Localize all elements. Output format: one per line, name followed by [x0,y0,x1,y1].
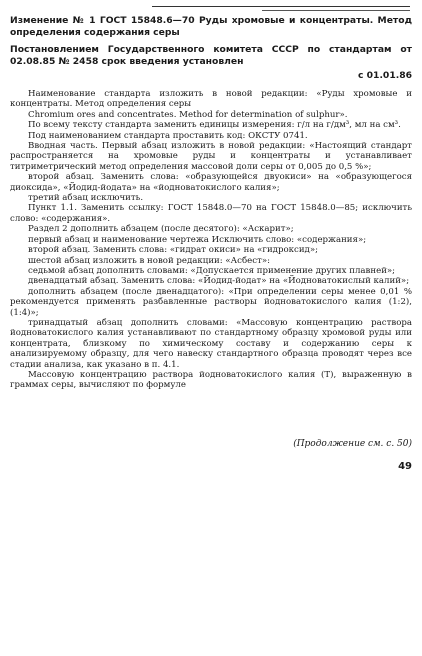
body-paragraph: двенадцатый абзац. Заменить слова: «Йодид-йодат» на «Йодноватокислый калий»; [28,276,410,287]
body-paragraph: Под наименованием стандарта проставить код: ОКСТУ 0741. [28,130,308,141]
body-paragraph: второй абзац. Заменить слова: «образующейся двуокиси» на «образующегося диоксида», «Йодид-йодата» на «йодноватокислого калия»; [10,172,412,193]
resolution-line: Постановлением Государственного комитета СССР по стандартам от 02.08.85 № 2458 срок введения установлен [10,44,412,67]
body-paragraph: первый абзац и наименование чертежа Исключить слово: «содержания»; [28,234,367,245]
body-paragraph: Массовую концентрацию раствора йодноватокислого калия (T), выраженную в граммах серы, вычисляют по формуле [10,369,412,391]
body-paragraph: Вводная часть. Первый абзац изложить в новой редакции: «Настоящий стандарт распространяется на хромовые руды и концентраты и устанавливает титриметрический метод определения массовой доли серы от 0,005 до 0,5 %»; [10,141,412,172]
body-paragraph: седьмой абзац дополнить словами: «Допускается применение других плавней»; [28,265,396,276]
body-paragraph: третий абзац исключить. [28,193,144,204]
amendment-body [10,89,412,391]
body-paragraph: Пункт 1.1. Заменить ссылку: ГОСТ 15848.0—70 на ГОСТ 15848.0—85; исключить слово: «содержания». [10,203,412,224]
top-rule-secondary [262,10,410,11]
body-paragraph: Chromium ores and concentrates. Method for determination of sulphur». [28,109,348,120]
amendment-title: Изменение № 1 ГОСТ 15848.6—70 Руды хромовые и концентраты. Метод определения содержания серы [10,15,412,38]
body-paragraph: второй абзац. Заменить слова: «гидрат окиси» на «гидроксид»; [28,245,318,256]
effective-date: с 01.01.86 [358,70,412,81]
top-rule [152,6,410,7]
page-number: 49 [398,461,412,472]
body-paragraph: тринадцатый абзац дополнить словами: «Массовую концентрацию раствора йодноватокислого калия устанавливают по стандартному образцу хромовой руды или концентрата, близкому по химическому составу и содержанию серы к анализируемому образцу, для чего навеску стандартного образца проводят через все стадии анализа, как указано в п. 4.1. [10,317,412,370]
body-paragraph: По всему тексту стандарта заменить единицы измерения: г/л на г/дм³, мл на см³. [28,120,401,131]
body-paragraph: шестой абзац изложить в новой редакции: «Асбест»: [28,255,270,266]
body-paragraph: Наименование стандарта изложить в новой редакции: «Руды хромовые и концентраты. Метод определения серы [10,89,412,110]
continuation-note: (Продолжение см. с. 50) [293,439,412,449]
body-paragraph: дополнить абзацем (после двенадцатого): «При определении серы менее 0,01 % рекомендуется применять разбавленные растворы йодноватокислого калия (1:2), (1:4)»; [10,286,412,318]
body-paragraph: Раздел 2 дополнить абзацем (после десятого): «Аскарит»; [28,224,294,235]
